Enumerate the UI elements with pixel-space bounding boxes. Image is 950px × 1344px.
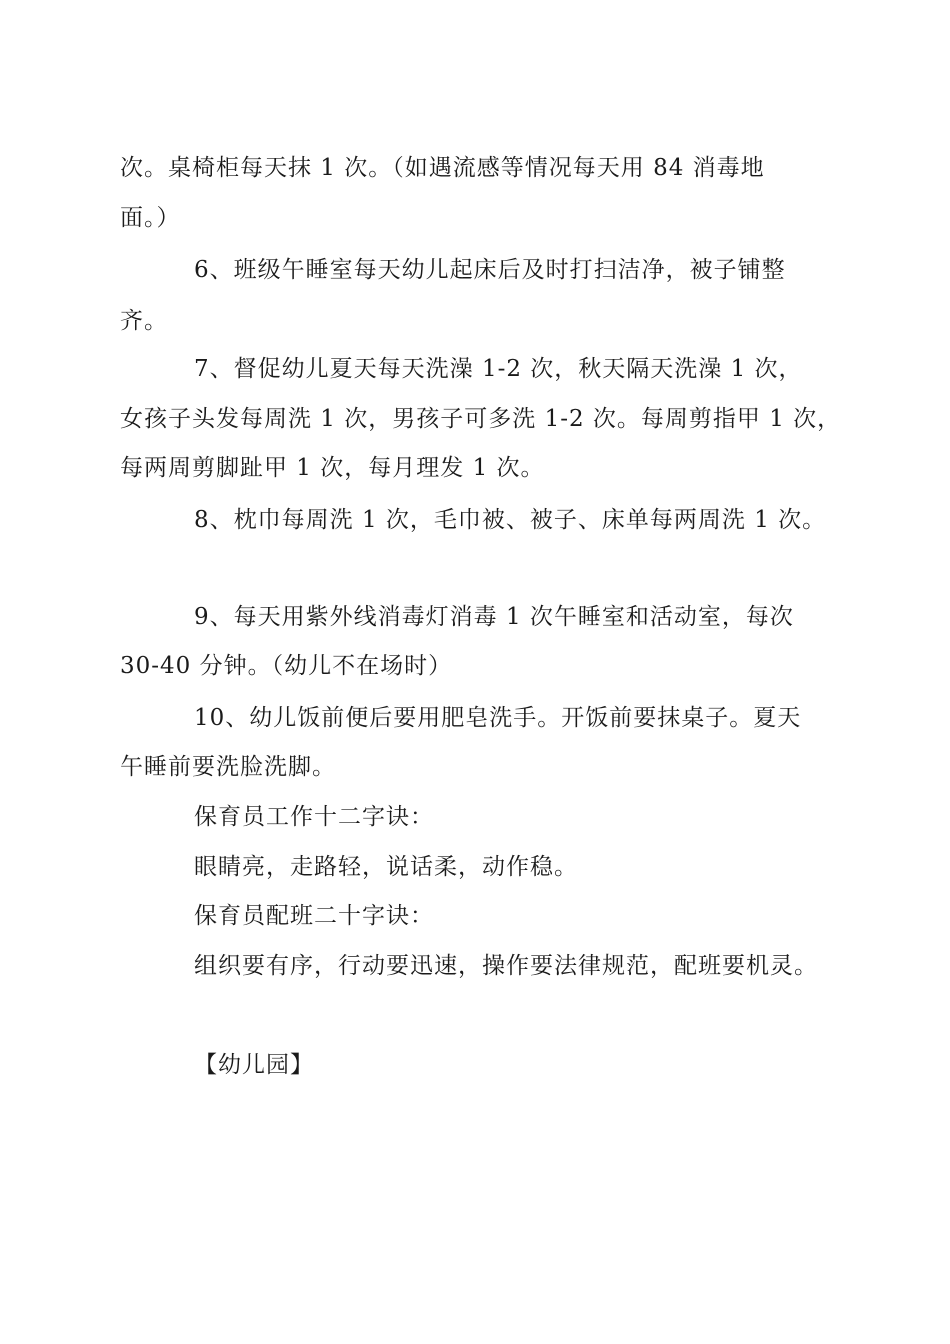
paragraph-8-line-1: 8、枕巾每周洗 1 次，毛巾被、被子、床单每两周洗 1 次。 bbox=[194, 507, 827, 533]
paragraph-5-line-2: 次。桌椅柜每天抹 1 次。（如遇流感等情况每天用 84 消毒地 bbox=[120, 155, 765, 181]
paragraph-9-line-1: 9、每天用紫外线消毒灯消毒 1 次午睡室和活动室，每次 bbox=[194, 604, 794, 630]
paragraph-9-line-2: 30-40 分钟。（幼儿不在场时） bbox=[120, 653, 453, 679]
class-assist-motto-title: 保育员配班二十字诀： bbox=[194, 903, 434, 929]
paragraph-6-line-1: 6、班级午睡室每天幼儿起床后及时打扫洁净，被子铺整 bbox=[194, 257, 786, 283]
paragraph-7-line-2: 女孩子头发每周洗 1 次，男孩子可多洗 1-2 次。每周剪指甲 1 次， bbox=[120, 406, 842, 432]
caretaker-motto-title: 保育员工作十二字诀： bbox=[194, 804, 434, 830]
paragraph-7-line-1: 7、督促幼儿夏天每天洗澡 1-2 次，秋天隔天洗澡 1 次， bbox=[194, 356, 803, 382]
paragraph-10-line-2: 午睡前要洗脸洗脚。 bbox=[120, 754, 336, 780]
paragraph-6-line-2: 齐。 bbox=[120, 308, 168, 334]
section-tag-kindergarten: 【幼儿园】 bbox=[194, 1052, 314, 1078]
caretaker-motto-text: 眼睛亮，走路轻，说话柔，动作稳。 bbox=[194, 854, 578, 880]
class-assist-motto-text: 组织要有序，行动要迅速，操作要法律规范，配班要机灵。 bbox=[194, 953, 818, 979]
paragraph-5-line-3: 面。） bbox=[120, 205, 181, 231]
paragraph-10-line-1: 10、幼儿饭前便后要用肥皂洗手。开饭前要抹桌子。夏天 bbox=[194, 705, 802, 731]
paragraph-7-line-3: 每两周剪脚趾甲 1 次，每月理发 1 次。 bbox=[120, 455, 545, 481]
